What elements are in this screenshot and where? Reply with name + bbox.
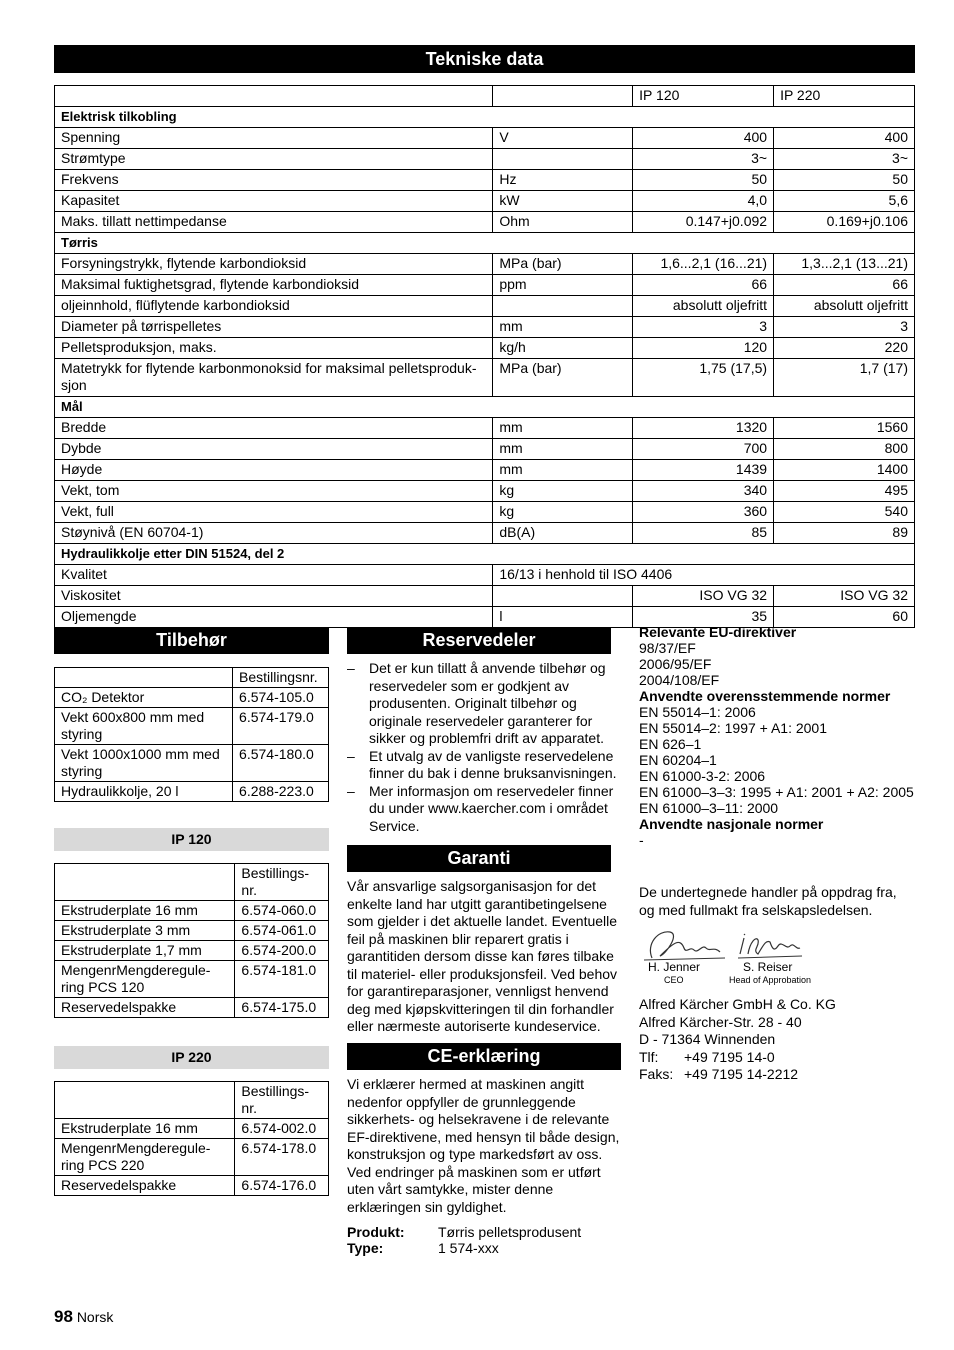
row-label: Maksimal fuktighetsgrad, flytende karbondioksid bbox=[55, 275, 493, 296]
part-number: 6.574-176.0 bbox=[235, 1176, 329, 1196]
eu-directives-heading: Relevante EU-direktiver bbox=[639, 624, 797, 640]
tech-row bbox=[55, 338, 915, 359]
row-unit: mm bbox=[493, 460, 633, 481]
parts-row bbox=[55, 745, 329, 782]
tech-row bbox=[55, 565, 915, 586]
part-name: Ekstruderplate 3 mm bbox=[55, 921, 235, 941]
parts-row bbox=[55, 688, 329, 708]
norm-item: EN 626–1 bbox=[639, 736, 702, 752]
value-ip120: 3 bbox=[633, 317, 774, 338]
row-unit: kg bbox=[493, 481, 633, 502]
row-label: Viskositet bbox=[55, 586, 493, 607]
value-ip220: 66 bbox=[774, 275, 915, 296]
tech-row bbox=[55, 502, 915, 523]
part-number: 6.574-179.0 bbox=[233, 708, 329, 745]
directive-item: 2004/108/EF bbox=[639, 672, 720, 688]
tel-number: +49 7195 14-0 bbox=[684, 1048, 775, 1065]
row-unit bbox=[493, 296, 633, 317]
parts-row bbox=[55, 921, 329, 941]
harmonized-norms-heading: Anvendte overensstemmende normer bbox=[639, 688, 891, 704]
spares-title: Reservedeler bbox=[347, 627, 611, 654]
type-label: Type: bbox=[347, 1240, 384, 1256]
part-number: 6.574-060.0 bbox=[235, 901, 329, 921]
group-heading: Tørris bbox=[55, 233, 915, 254]
row-unit: l bbox=[493, 607, 633, 628]
value-ip120: 50 bbox=[633, 170, 774, 191]
company-line: Alfred Kärcher GmbH & Co. KG bbox=[639, 996, 836, 1012]
empty-cell bbox=[55, 1082, 235, 1119]
part-name: Reservedelspakke bbox=[55, 1176, 235, 1196]
ip220-parts-table bbox=[54, 1081, 329, 1196]
empty-cell bbox=[493, 86, 633, 107]
value-ip220: 50 bbox=[774, 170, 915, 191]
norm-item: EN 61000–3–3: 1995 + A1: 2001 + A2: 2005 bbox=[639, 784, 914, 800]
tech-row bbox=[55, 586, 915, 607]
tech-row bbox=[55, 212, 915, 233]
row-unit: kW bbox=[493, 191, 633, 212]
value-ip120: 120 bbox=[633, 338, 774, 359]
order-number-header: Bestillings-nr. bbox=[235, 864, 329, 901]
part-name: MengenrMengderegule-ring PCS 120 bbox=[55, 961, 235, 998]
part-name: Vekt 600x800 mm med styring bbox=[55, 708, 233, 745]
row-unit: mm bbox=[493, 418, 633, 439]
signatory-1 bbox=[648, 960, 700, 974]
company-line: Alfred Kärcher-Str. 28 - 40 bbox=[639, 1013, 802, 1030]
value-ip120: 3~ bbox=[633, 149, 774, 170]
part-name: Hydraulikkolje, 20 l bbox=[55, 782, 233, 802]
ip220-title: IP 220 bbox=[54, 1046, 329, 1069]
spares-item: – Det er kun tillatt å anvende tilbehør og reservedeler som er godkjent av produsenten. Originalt tilbehør og originale reservedeler garanterer for sikker og problemfri drift av apparatet. bbox=[347, 660, 606, 746]
tech-row bbox=[55, 317, 915, 338]
tech-row bbox=[55, 170, 915, 191]
row-label: Maks. tillatt nettimpedanse bbox=[55, 212, 493, 233]
col-header-ip220: IP 220 bbox=[774, 86, 915, 107]
row-label: Vekt, full bbox=[55, 502, 493, 523]
tech-group-row bbox=[55, 107, 915, 128]
parts-row bbox=[55, 901, 329, 921]
fax-number: +49 7195 14-2212 bbox=[684, 1066, 799, 1082]
parts-row bbox=[55, 961, 329, 998]
spares-item: – Et utvalg av de vanligste reservedelene finner du bak i denne bruksanvisningen. bbox=[347, 747, 617, 781]
value-ip220: 540 bbox=[774, 502, 915, 523]
part-number: 6.574-061.0 bbox=[235, 921, 329, 941]
part-name: Ekstruderplate 16 mm bbox=[55, 1119, 235, 1139]
part-name: CO₂ Detektor bbox=[55, 688, 233, 708]
footer-language: Norsk bbox=[76, 1309, 114, 1325]
row-unit: kg/h bbox=[493, 338, 633, 359]
tech-group-row bbox=[55, 544, 915, 565]
tech-row bbox=[55, 275, 915, 296]
tech-row bbox=[55, 359, 915, 397]
value-ip120: 1,6...2,1 (16...21) bbox=[633, 254, 774, 275]
page-footer bbox=[54, 1307, 113, 1327]
tech-header-row bbox=[55, 86, 915, 107]
row-label: Kvalitet bbox=[55, 565, 493, 586]
ce-product-info bbox=[347, 1224, 623, 1256]
row-label: Dybde bbox=[55, 439, 493, 460]
value-ip120: 1320 bbox=[633, 418, 774, 439]
national-norms-list bbox=[639, 832, 915, 848]
part-number: 6.574-181.0 bbox=[235, 961, 329, 998]
parts-row bbox=[55, 708, 329, 745]
value-ip220: 400 bbox=[774, 128, 915, 149]
norm-item: EN 60204–1 bbox=[639, 752, 717, 768]
row-unit: Ohm bbox=[493, 212, 633, 233]
national-norm-item: - bbox=[639, 832, 644, 848]
tech-row bbox=[55, 149, 915, 170]
norm-item: EN 61000-3-2: 2006 bbox=[639, 768, 766, 784]
row-label: Diameter på tørrispelletes bbox=[55, 317, 493, 338]
norm-item: EN 61000–3–11: 2000 bbox=[639, 800, 779, 816]
order-number-header: Bestillings-nr. bbox=[235, 1082, 329, 1119]
ip120-title: IP 120 bbox=[54, 828, 329, 851]
value-ip220: 1560 bbox=[774, 418, 915, 439]
page-number: 98 bbox=[54, 1307, 73, 1326]
empty-cell bbox=[55, 668, 233, 688]
value-ip220: ISO VG 32 bbox=[774, 586, 915, 607]
order-number-header: Bestillingsnr. bbox=[233, 668, 329, 688]
part-name: Ekstruderplate 16 mm bbox=[55, 901, 235, 921]
company-line: D - 71364 Winnenden bbox=[639, 1031, 776, 1047]
value-ip220: 220 bbox=[774, 338, 915, 359]
value-ip220: absolutt oljefritt bbox=[774, 296, 915, 317]
part-number: 6.574-175.0 bbox=[235, 998, 329, 1018]
row-label: Pelletsproduksjon, maks. bbox=[55, 338, 493, 359]
row-label: Forsyningstrykk, flytende karbondioksid bbox=[55, 254, 493, 275]
tech-row bbox=[55, 254, 915, 275]
value-ip220: 3~ bbox=[774, 149, 915, 170]
tech-row bbox=[55, 191, 915, 212]
value-ip120: 66 bbox=[633, 275, 774, 296]
value-ip220: 800 bbox=[774, 439, 915, 460]
tech-row bbox=[55, 460, 915, 481]
directive-item: 2006/95/EF bbox=[639, 656, 712, 672]
value-ip120: 700 bbox=[633, 439, 774, 460]
row-unit: V bbox=[493, 128, 633, 149]
type-value: 1 574-xxx bbox=[438, 1240, 499, 1256]
signatory-2-role: Head of Approbation bbox=[729, 975, 812, 985]
row-label: oljeinnhold, flüflytende karbondioksid bbox=[55, 296, 493, 317]
value-ip120: 85 bbox=[633, 523, 774, 544]
group-heading: Elektrisk tilkobling bbox=[55, 107, 915, 128]
row-unit: ppm bbox=[493, 275, 633, 296]
value-ip220: 495 bbox=[774, 481, 915, 502]
row-unit: MPa (bar) bbox=[493, 254, 633, 275]
national-norms-heading: Anvendte nasjonale normer bbox=[639, 816, 824, 832]
value-ip220: 3 bbox=[774, 317, 915, 338]
value-ip220: 60 bbox=[774, 607, 915, 628]
tech-group-row bbox=[55, 397, 915, 418]
parts-row bbox=[55, 1176, 329, 1196]
row-label: Oljemengde bbox=[55, 607, 493, 628]
row-value: 16/13 i henhold til ISO 4406 bbox=[493, 565, 915, 586]
row-unit: dB(A) bbox=[493, 523, 633, 544]
parts-row bbox=[55, 941, 329, 961]
value-ip120: 35 bbox=[633, 607, 774, 628]
row-unit: kg bbox=[493, 502, 633, 523]
empty-cell bbox=[55, 864, 235, 901]
ip120-parts-table bbox=[54, 863, 329, 1018]
product-label: Produkt: bbox=[347, 1224, 405, 1240]
part-name: Reservedelspakke bbox=[55, 998, 235, 1018]
tech-data-table bbox=[54, 85, 915, 628]
value-ip220: 1,3...2,1 (13...21) bbox=[774, 254, 915, 275]
part-number: 6.574-105.0 bbox=[233, 688, 329, 708]
tech-row bbox=[55, 439, 915, 460]
value-ip120: 1439 bbox=[633, 460, 774, 481]
eu-directives-list bbox=[639, 640, 915, 688]
value-ip120: 340 bbox=[633, 481, 774, 502]
tech-group-row bbox=[55, 233, 915, 254]
row-label: Strømtype bbox=[55, 149, 493, 170]
product-value: Tørris pelletsprodusent bbox=[438, 1224, 582, 1240]
part-name: Vekt 1000x1000 mm med styring bbox=[55, 745, 233, 782]
row-label: Bredde bbox=[55, 418, 493, 439]
col-header-ip120: IP 120 bbox=[633, 86, 774, 107]
parts-header-row bbox=[55, 864, 329, 901]
row-label: Høyde bbox=[55, 460, 493, 481]
part-name: MengenrMengderegule-ring PCS 220 bbox=[55, 1139, 235, 1176]
part-number: 6.288-223.0 bbox=[233, 782, 329, 802]
row-label: Kapasitet bbox=[55, 191, 493, 212]
ce-text: Vi erklærer hermed at maskinen angitt nedenfor oppfyller de grunnleggende sikkerhets- og helsekravene i de relevante EF-direktivene, med hensyn til både design, konstruksjon og type markedsført av oss. Ved endringer på maskinen som er utført uten vårt samtykke, mister denne erklæringen sin gyldighet. bbox=[347, 1076, 620, 1215]
value-ip120: 0.147+j0.092 bbox=[633, 212, 774, 233]
directives-block bbox=[639, 624, 915, 848]
tech-row bbox=[55, 296, 915, 317]
norm-item: EN 55014–1: 2006 bbox=[639, 704, 756, 720]
value-ip220: 0.169+j0.106 bbox=[774, 212, 915, 233]
row-label: Matetrykk for flytende karbonmonoksid for maksimal pelletsproduk-sjon bbox=[55, 359, 493, 397]
tel-label: Tlf: bbox=[639, 1048, 659, 1065]
part-number: 6.574-178.0 bbox=[235, 1139, 329, 1176]
warranty-text: Vår ansvarlige salgsorganisasjon for det enkelte land har utgitt garantibetingelsene som gjelder i det aktuelle landet. Eventuelle feil på maskinen blir reparert gratis i garantitiden dersom disse kan føres tilbake til materiel- eller produksjonsfeil. Ved behov for garantireparasjoner, vennligst henvend deg med kjøpskvitteringen til din forhandler eller nærmeste autoriserte kundeservice. bbox=[347, 878, 618, 1034]
authorization-statement: De undertegnede handler på oppdrag fra, og med fullmakt fra selskapsledelsen. bbox=[639, 884, 897, 918]
empty-cell bbox=[55, 86, 493, 107]
row-label: Støynivå (EN 60704-1) bbox=[55, 523, 493, 544]
part-name: Ekstruderplate 1,7 mm bbox=[55, 941, 235, 961]
ce-title: CE-erklæring bbox=[347, 1043, 621, 1070]
value-ip120: absolutt oljefritt bbox=[633, 296, 774, 317]
value-ip220: 1400 bbox=[774, 460, 915, 481]
row-unit: mm bbox=[493, 317, 633, 338]
tech-row bbox=[55, 523, 915, 544]
value-ip120: ISO VG 32 bbox=[633, 586, 774, 607]
parts-row bbox=[55, 1139, 329, 1176]
value-ip120: 400 bbox=[633, 128, 774, 149]
norm-item: EN 55014–2: 1997 + A1: 2001 bbox=[639, 720, 827, 736]
parts-row bbox=[55, 782, 329, 802]
row-unit: mm bbox=[493, 439, 633, 460]
value-ip220: 89 bbox=[774, 523, 915, 544]
spares-list bbox=[347, 660, 623, 835]
tech-section-title: Tekniske data bbox=[54, 45, 915, 73]
signatory-2-name: S. Reiser bbox=[743, 960, 793, 974]
directive-item: 98/37/EF bbox=[639, 640, 696, 656]
signatory-1-name: H. Jenner bbox=[648, 960, 701, 974]
value-ip120: 4,0 bbox=[633, 191, 774, 212]
row-unit bbox=[493, 149, 633, 170]
harmonized-norms-list bbox=[639, 704, 915, 816]
value-ip220: 5,6 bbox=[774, 191, 915, 212]
accessories-title: Tilbehør bbox=[54, 627, 329, 654]
spares-item: – Mer informasjon om reservedeler finner du under www.kaercher.com i området Service. bbox=[347, 782, 614, 834]
tech-row bbox=[55, 128, 915, 149]
row-label: Frekvens bbox=[55, 170, 493, 191]
row-unit: Hz bbox=[493, 170, 633, 191]
group-heading: Hydraulikkolje etter DIN 51524, del 2 bbox=[55, 544, 915, 565]
signatory-1-role: CEO bbox=[664, 975, 684, 985]
part-number: 6.574-200.0 bbox=[235, 941, 329, 961]
tech-row bbox=[55, 481, 915, 502]
parts-row bbox=[55, 1119, 329, 1139]
value-ip120: 1,75 (17,5) bbox=[633, 359, 774, 397]
parts-row bbox=[55, 998, 329, 1018]
group-heading: Mål bbox=[55, 397, 915, 418]
parts-header-row bbox=[55, 668, 329, 688]
accessories-table bbox=[54, 667, 329, 802]
value-ip120: 360 bbox=[633, 502, 774, 523]
part-number: 6.574-002.0 bbox=[235, 1119, 329, 1139]
fax-label: Faks: bbox=[639, 1066, 674, 1082]
company-address bbox=[639, 996, 915, 1084]
row-label: Vekt, tom bbox=[55, 481, 493, 502]
tech-row bbox=[55, 418, 915, 439]
row-unit bbox=[493, 586, 633, 607]
row-unit: MPa (bar) bbox=[493, 359, 633, 397]
parts-header-row bbox=[55, 1082, 329, 1119]
row-label: Spenning bbox=[55, 128, 493, 149]
value-ip220: 1,7 (17) bbox=[774, 359, 915, 397]
warranty-title: Garanti bbox=[347, 845, 611, 872]
part-number: 6.574-180.0 bbox=[233, 745, 329, 782]
